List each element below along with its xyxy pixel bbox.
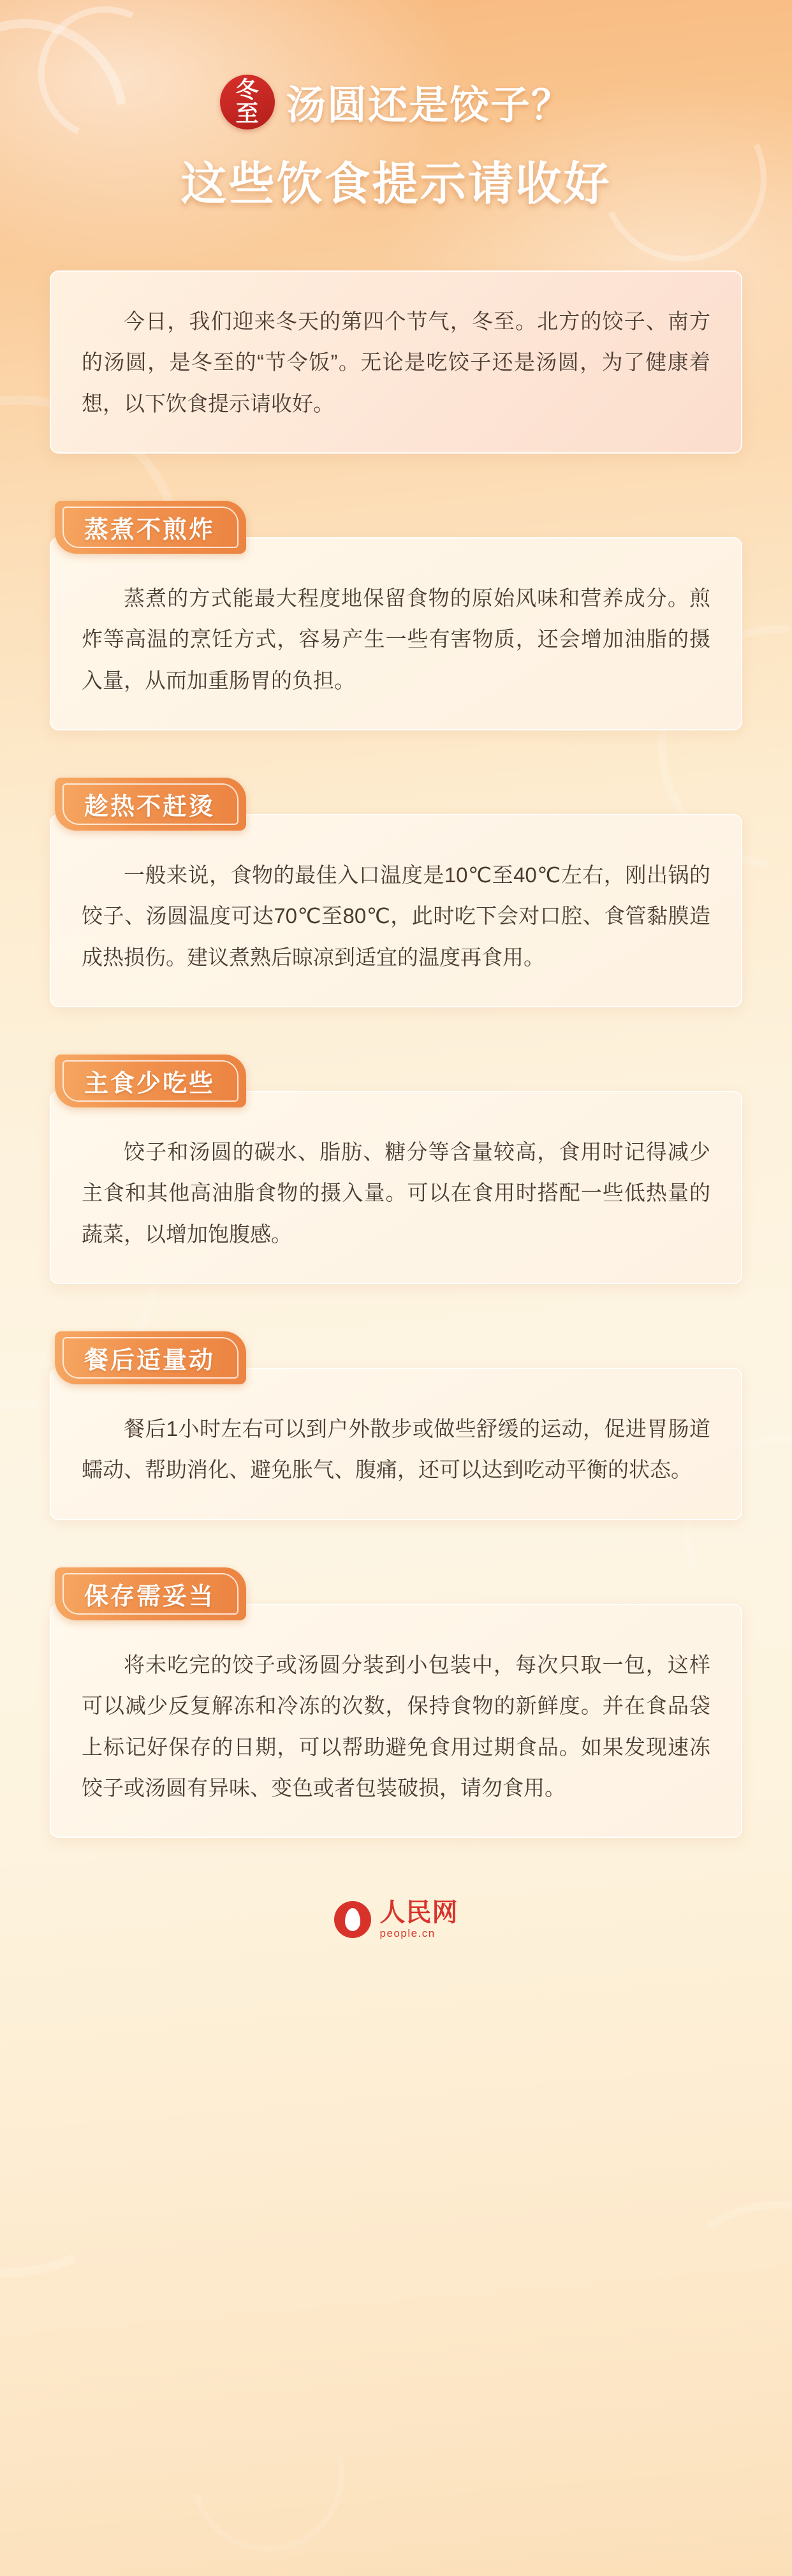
seal-char-bottom: 至 <box>235 100 260 126</box>
section-proper-storage <box>50 1567 742 1838</box>
section-body <box>50 1368 742 1520</box>
intro-text: 今日，我们迎来冬天的第四个节气，冬至。北方的饺子、南方的汤圆，是冬至的“节令饭”。无论是吃饺子还是汤圆，为了健康着想，以下饮食提示请收好。 <box>82 309 710 415</box>
page-title: 汤圆还是饺子？ <box>286 84 572 128</box>
logo-name-cn: 人民网 <box>379 1899 458 1927</box>
section-heading-badge <box>55 1567 246 1620</box>
section-text: 餐后1小时左右可以到户外散步或做些舒缓的运动，促进胃肠道蠕动、帮助消化、避免胀气、腹痛，还可以达到吃动平衡的状态。 <box>82 1417 710 1482</box>
logo-name-en: people.cn <box>379 1927 436 1940</box>
section-heading-badge <box>55 778 246 831</box>
section-heading-text: 保存需妥当 <box>84 1583 216 1610</box>
section-text: 将未吃完的饺子或汤圆分装到小包装中，每次只取一包，这样可以减少反复解冻和冷冻的次数，保持食物的新鲜度。并在食品袋上标记好保存的日期，可以帮助避免食用过期食品。如果发现速冻饺子或汤圆有异味、变色或者包装破损，请勿食用。 <box>82 1652 710 1800</box>
poster-header <box>0 0 792 213</box>
section-heading-text: 蒸煮不煎炸 <box>84 517 216 544</box>
footer-logo <box>0 1899 792 1939</box>
seal-char-top: 冬 <box>235 76 260 103</box>
section-text: 饺子和汤圆的碳水、脂肪、糖分等含量较高，食用时记得减少主食和其他高油脂食物的摄入量。可以在食用时搭配一些低热量的蔬菜，以增加饱腹感。 <box>82 1140 710 1246</box>
decorative-swirl-icon <box>163 2371 372 2576</box>
section-body <box>50 1604 742 1838</box>
section-heading-text: 趁热不赶烫 <box>84 794 216 821</box>
intro-card <box>50 270 742 454</box>
section-heading-badge <box>55 1055 246 1107</box>
section-heading-text: 主食少吃些 <box>84 1070 216 1098</box>
title-row-primary <box>0 73 792 130</box>
section-heading-badge <box>55 501 246 554</box>
section-text: 一般来说，食物的最佳入口温度是10℃至40℃左右，刚出锅的饺子、汤圆温度可达70℃至80℃，此时吃下会对口腔、食管黏膜造成热损伤。建议煮熟后晾凉到适宜的温度再食用。 <box>82 863 710 969</box>
section-steam-not-fry <box>50 501 742 730</box>
decorative-swirl-icon <box>631 2180 792 2476</box>
section-warm-not-scalding <box>50 778 742 1007</box>
people-cn-logo-icon <box>334 1901 371 1938</box>
section-body <box>50 1091 742 1284</box>
decorative-swirl-icon <box>0 1899 219 2324</box>
logo-text-block <box>380 1899 458 1939</box>
section-less-staple-food <box>50 1055 742 1284</box>
section-post-meal-exercise <box>50 1331 742 1520</box>
section-heading-badge <box>55 1331 246 1384</box>
winter-solstice-seal-icon <box>220 75 275 130</box>
page-subtitle: 这些饮食提示请收好 <box>180 159 612 210</box>
section-body <box>50 537 742 730</box>
section-text: 蒸煮的方式能最大程度地保留食物的原始风味和营养成分。煎炸等高温的烹饪方式，容易产生一些有害物质，还会增加油脂的摄入量，从而加重肠胃的负担。 <box>82 586 710 692</box>
section-heading-text: 餐后适量动 <box>84 1347 216 1375</box>
section-body <box>50 814 742 1007</box>
